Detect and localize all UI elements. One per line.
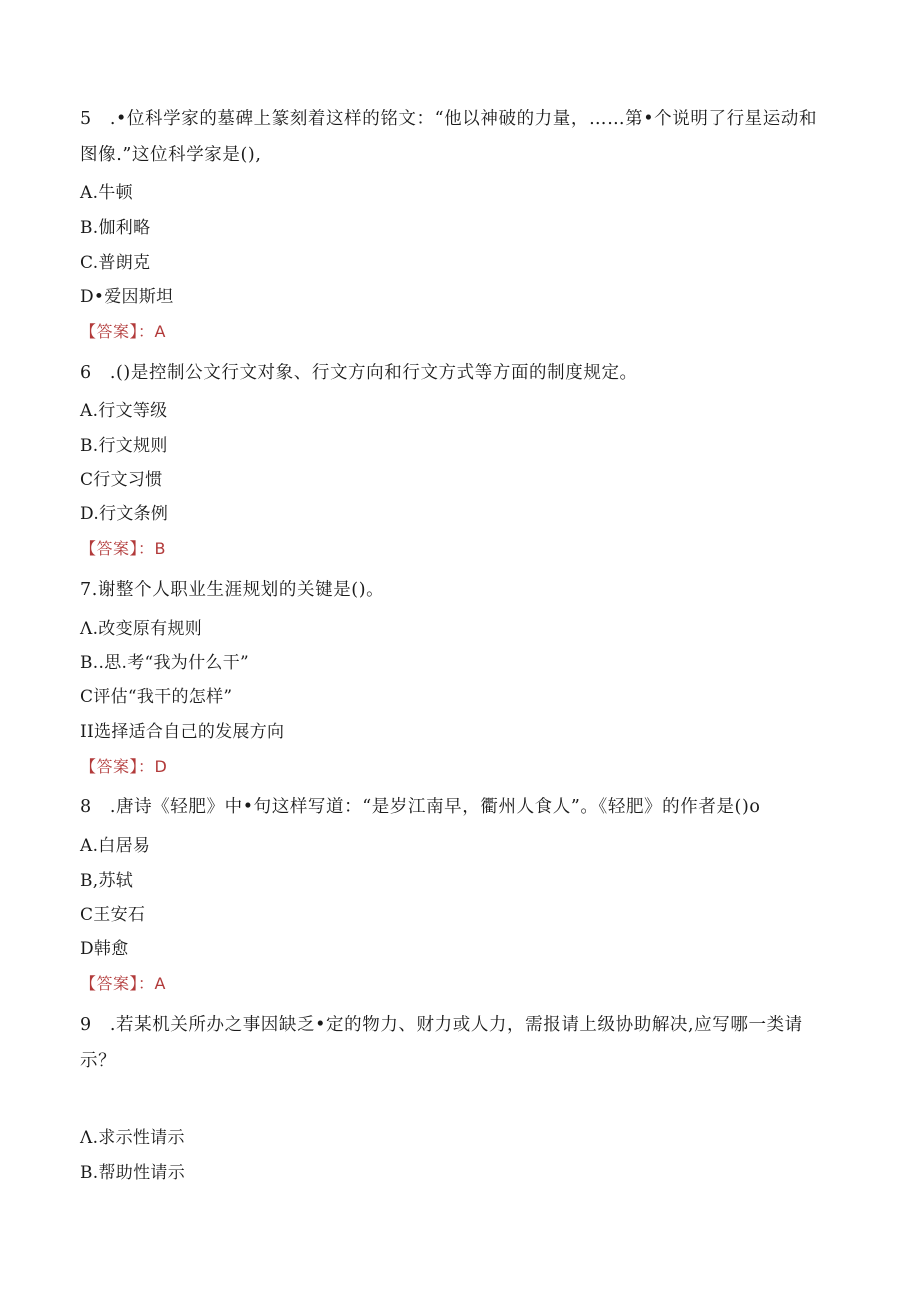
question-5-answer: 【答案】：A — [80, 322, 166, 341]
question-7-option-a: Λ.改变原有规则 — [80, 619, 203, 639]
question-8-option-b: B,苏轼 — [80, 871, 134, 891]
question-6-option-b: B.行文规则 — [80, 436, 168, 456]
question-9-option-a: Λ.求示性请示 — [80, 1128, 185, 1148]
question-5-option-b: B.伽利略 — [80, 218, 151, 238]
question-8-option-d: D韩愈 — [80, 939, 129, 959]
question-8-option-c: C王安石 — [80, 905, 146, 925]
question-7-option-d: II选择适合自己的发展方向 — [80, 722, 285, 742]
question-9-line-1: 9 .若某机关所办之事因缺乏•定的物力、财力或人力，需报请上级协助解决,应写哪一类请 — [80, 1015, 803, 1035]
question-5-option-c: C.普朗克 — [80, 253, 151, 273]
question-5-line-2: 图像.”这位科学家是(), — [80, 145, 262, 165]
question-7-option-b: B..思.考“我为什么干” — [80, 653, 249, 673]
question-6-answer: 【答案】：B — [80, 539, 166, 558]
question-5-option-a: A.牛顿 — [80, 183, 133, 203]
question-6-option-c: C行文习惯 — [80, 470, 163, 490]
question-7-answer: 【答案】：D — [80, 757, 168, 776]
question-7-line-1: 7.谢整个人职业生涯规划的关键是()。 — [80, 580, 385, 600]
question-8-option-a: A.白居易 — [80, 836, 151, 856]
question-7-option-c: C评估“我干的怎样” — [80, 687, 233, 707]
question-6-line-1: 6 .()是控制公文行文对象、行文方向和行文方式等方面的制度规定。 — [80, 363, 638, 383]
question-9-option-b: B.帮助性请示 — [80, 1163, 185, 1183]
question-5-option-d: D•爱因斯坦 — [80, 287, 174, 307]
question-5-line-1: 5 .•位科学家的墓碑上篆刻着这样的铭文：“他以神破的力量，……第•个说明了行星运动和 — [80, 109, 818, 129]
question-6-option-a: A.行文等级 — [80, 401, 168, 421]
question-8-answer: 【答案】：A — [80, 974, 166, 993]
question-9-line-2: 示？ — [80, 1051, 117, 1071]
question-6-option-d: D.行文条例 — [80, 504, 169, 524]
question-8-line-1: 8 .唐诗《轻肥》中•句这样写道：“是岁江南早，衢州人食人”。《轻肥》的作者是()o — [80, 797, 761, 817]
